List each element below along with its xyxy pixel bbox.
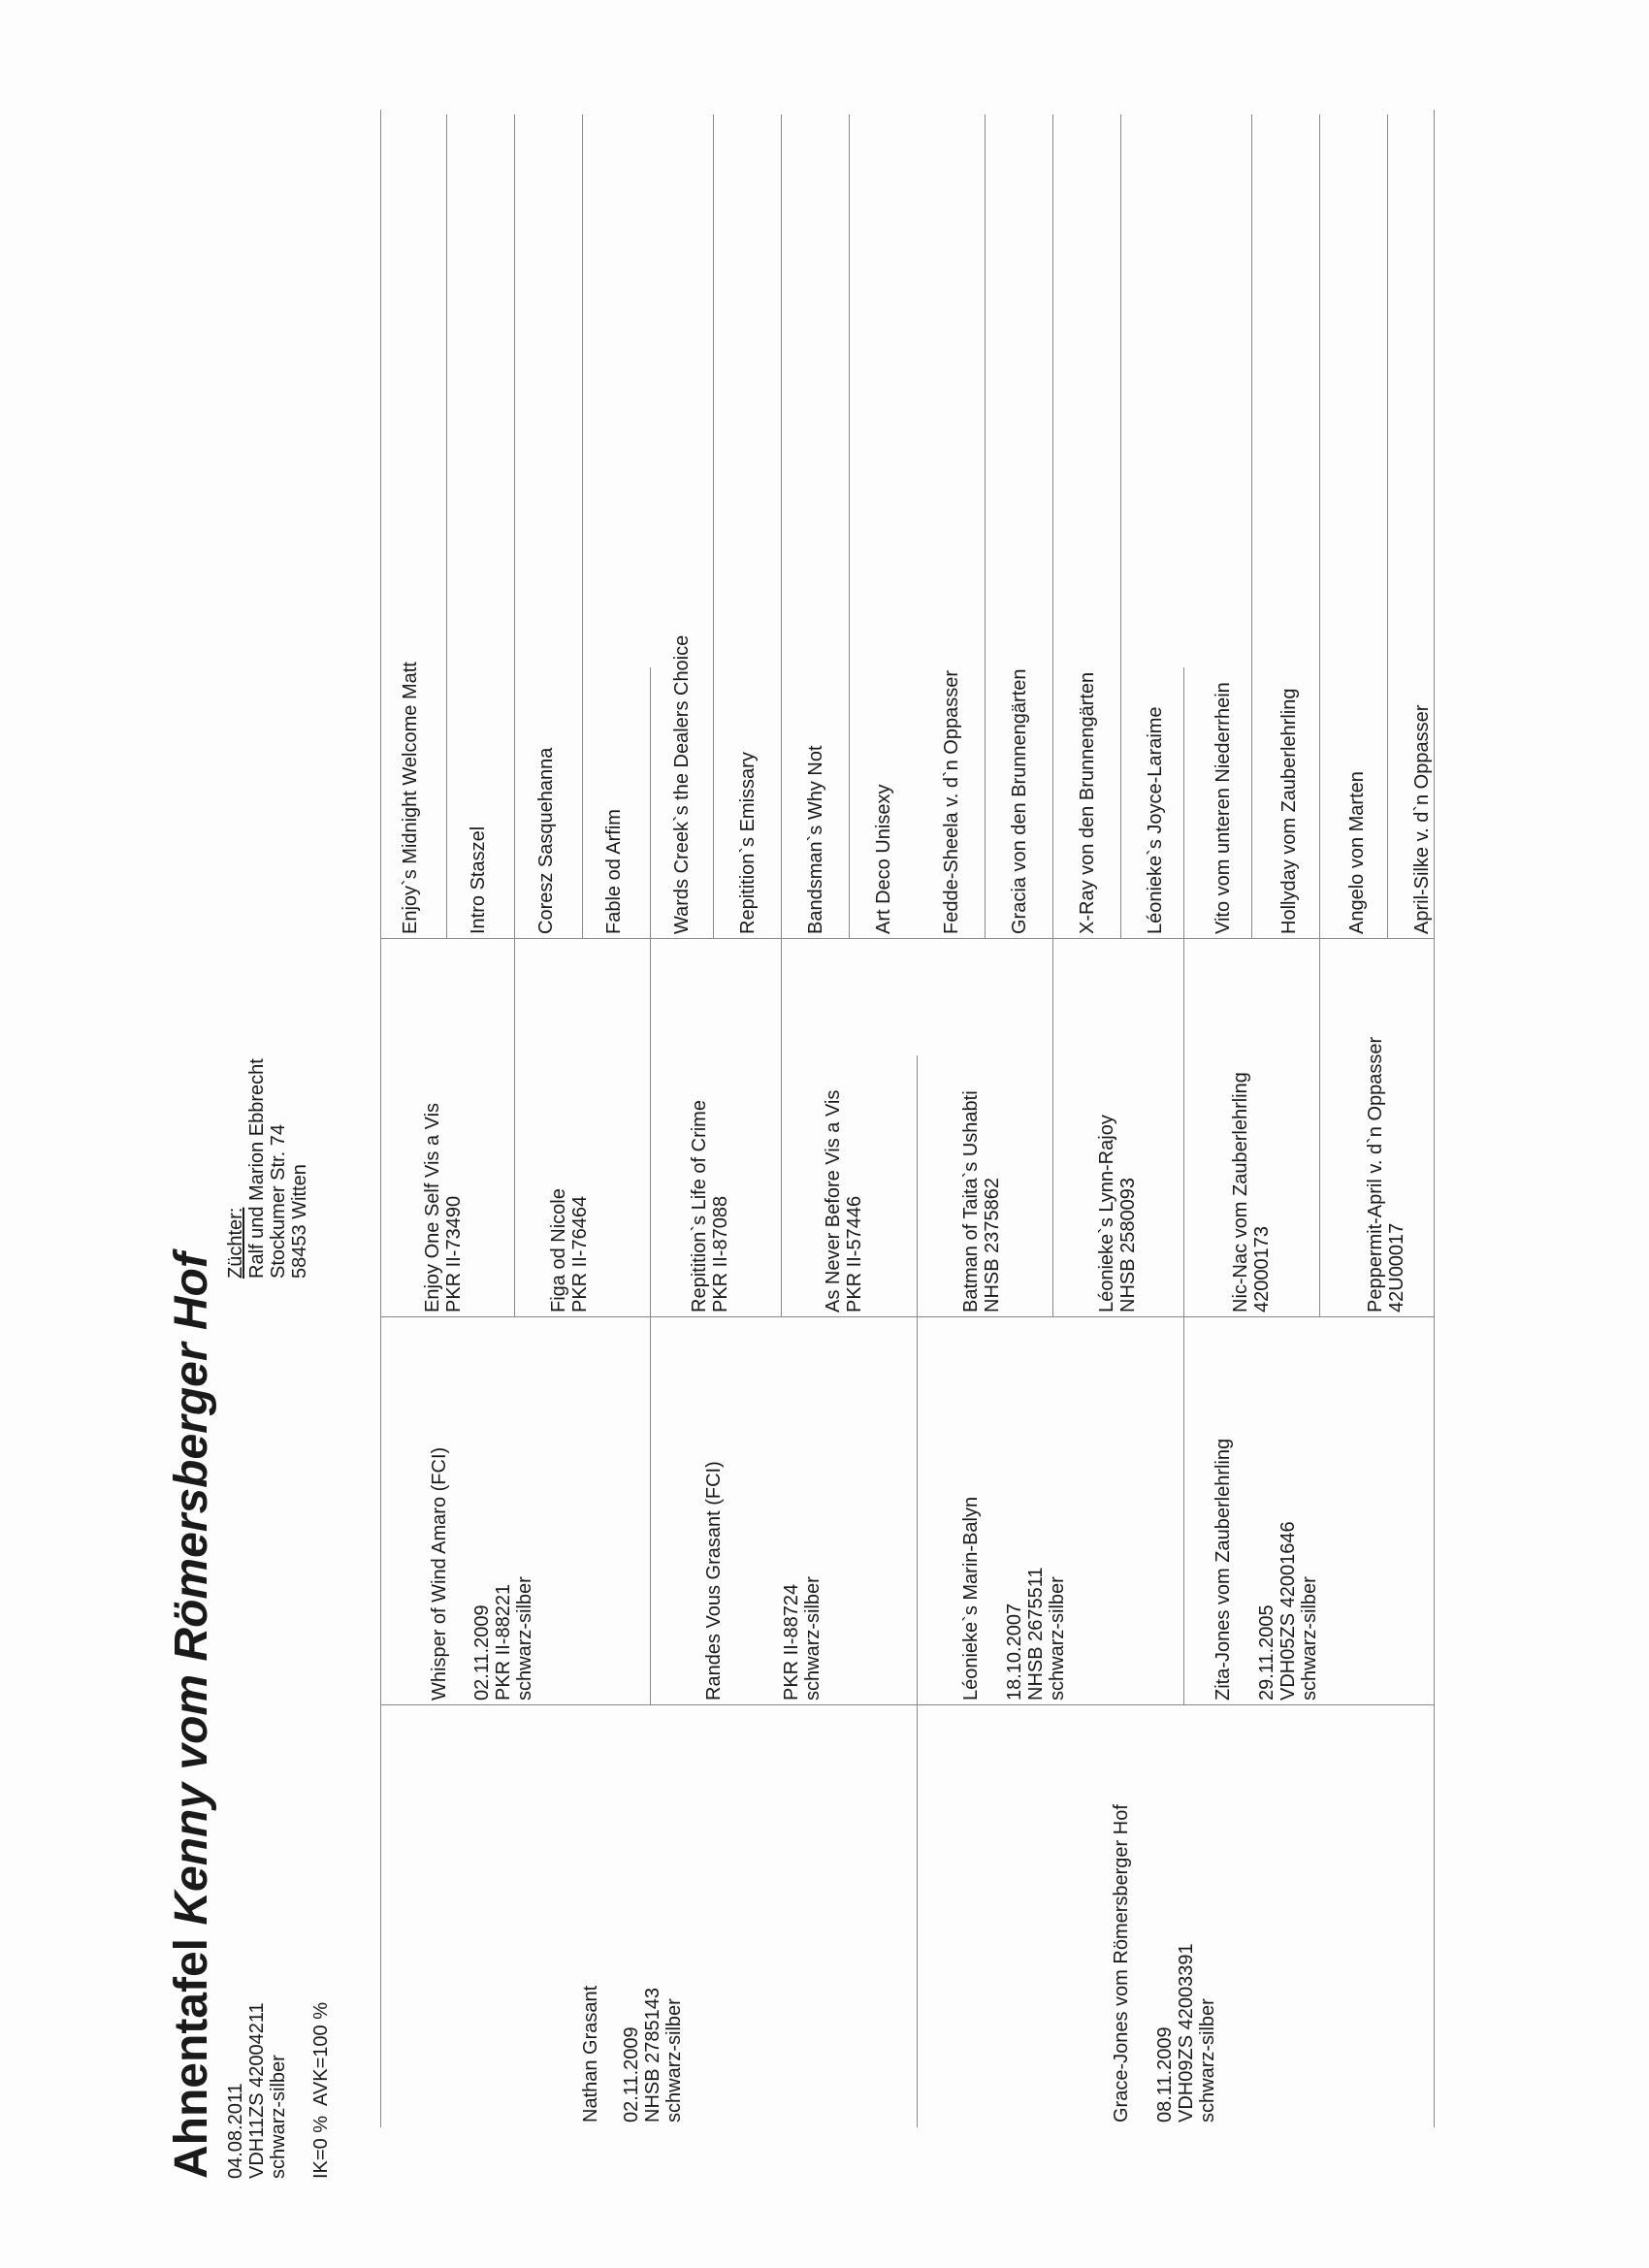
ancestor-gen4: X-Ray von den Brunnengärten (1077, 671, 1098, 934)
ancestor-gen4: Repitition`s Emissary (737, 752, 759, 934)
gen4-divider-1 (446, 114, 447, 939)
ancestor-gen4: Vito vom unteren Niederrhein (1212, 682, 1234, 934)
page-title (165, 1252, 219, 2179)
grandparent-details: 02.11.2009 PKR II-88221 schwarz-silber (471, 1576, 535, 1701)
gen3-divider-5 (1052, 114, 1053, 1317)
great-grandparent-reg: 42000173 (1251, 1226, 1273, 1312)
great-grandparent-name: Batman of Taita`s Ushabti (960, 1090, 982, 1312)
great-grandparent-name: Figa od Nicole (548, 1188, 569, 1312)
ancestor-gen4: Léonieke`s Joyce-Laraime (1145, 706, 1166, 934)
ancestor-gen4: Enjoy`s Midnight Welcome Matt (400, 662, 421, 934)
breeder-street: Stockumer Str. 74 (268, 1124, 289, 1279)
dog-color: schwarz-silber (268, 2055, 289, 2179)
grandparent-details: 29.11.2005 VDH05ZS 42001646 schwarz-silber (1256, 1521, 1320, 1701)
ancestor-gen4: Bandsman`s Why Not (805, 745, 826, 934)
gen4-divider-7 (849, 114, 850, 939)
gen2-divider-3 (1183, 667, 1184, 1705)
table-top-border (380, 110, 381, 2127)
ancestor-gen4: April-Silke v. d`n Oppasser (1411, 704, 1433, 934)
great-grandparent-name: Léonieke`s Lynn-Rajoy (1096, 1115, 1117, 1312)
gen4-divider-15 (1387, 114, 1388, 939)
dog-name: Kenny vom Römersberger Hof (166, 1252, 217, 1926)
ancestor-gen4: Angelo von Marten (1346, 771, 1368, 934)
ancestor-gen4: Fable od Arfim (603, 809, 625, 934)
great-grandparent-reg: PKR II-76464 (569, 1195, 591, 1312)
sire-details: 02.11.2009 NHSB 2785143 schwarz-silber (621, 1988, 685, 2122)
gen3-column-border (380, 1316, 1434, 1317)
great-grandparent-reg: PKR II-73490 (443, 1195, 465, 1312)
breeder-label: Züchter: (225, 1207, 246, 1279)
ancestor-gen4: Intro Staszel (468, 826, 489, 934)
title-prefix: Ahnentafel (166, 1937, 217, 2179)
grandparent-name: Léonieke`s Marin-Balyn (960, 1496, 982, 1701)
gen3-divider-1 (514, 114, 515, 1317)
gen3-divider-3 (781, 114, 782, 1317)
ancestor-gen4: Coresz Sasquehanna (535, 747, 557, 934)
gen4-divider-11 (1120, 114, 1121, 939)
ancestor-gen4: Hollyday vom Zauberlehrling (1278, 688, 1300, 934)
ancestor-gen4: Art Deco Unisexy (873, 784, 894, 934)
great-grandparent-name: Nic-Nac vom Zauberlehrling (1230, 1072, 1251, 1312)
gen1-divider (917, 1055, 918, 2127)
great-grandparent-reg: PKR II-87088 (710, 1195, 731, 1312)
gen2-column-border (380, 1704, 1434, 1705)
dog-dob: 04.08.2011 (225, 2083, 246, 2179)
gen2-divider-1 (650, 667, 651, 1705)
grandparent-name: Zita-Jones vom Zauberlehrling (1212, 1438, 1234, 1701)
great-grandparent-reg: PKR II-57446 (844, 1195, 865, 1312)
great-grandparent-name: As Never Before Vis a Vis (823, 1089, 844, 1312)
great-grandparent-name: Repitition`s Life of Crime (689, 1100, 710, 1312)
gen4-divider-13 (1251, 114, 1252, 939)
grandparent-name: Randes Vous Grasant (FCI) (703, 1461, 725, 1701)
ik-avk-values: IK=0 % AVK=100 % (310, 2002, 332, 2179)
grandparent-details: 18.10.2007 NHSB 2675511 schwarz-silber (1004, 1567, 1068, 1701)
great-grandparent-reg: 42U00017 (1386, 1222, 1407, 1312)
gen4-divider-9 (985, 114, 986, 939)
ancestor-gen4: Fedde-Sheela v. d`n Oppasser (941, 669, 962, 934)
gen4-divider-5 (713, 114, 714, 939)
ancestor-gen4: Wards Creek`s the Dealers Choice (671, 634, 693, 934)
great-grandparent-name: Enjoy One Self Vis a Vis (422, 1102, 443, 1312)
ancestor-gen4: Gracia von den Brunnengärten (1009, 668, 1030, 934)
breeder-name: Ralf und Marion Ebbrecht (246, 1058, 268, 1279)
breeder-city: 58453 Witten (289, 1164, 310, 1279)
dam-name: Grace-Jones vom Römersberger Hof (1111, 1804, 1132, 2122)
dam-details: 08.11.2009 VDH09ZS 42003391 schwarz-silber (1154, 1943, 1218, 2122)
great-grandparent-reg: NHSB 2375862 (982, 1178, 1003, 1312)
gen4-column-border (380, 938, 1434, 939)
grandparent-name: Whisper of Wind Amaro (FCI) (429, 1446, 450, 1701)
table-bottom-border (1434, 110, 1435, 2127)
gen3-divider-7 (1319, 114, 1320, 1317)
great-grandparent-name: Peppermit-April v. d`n Oppasser (1365, 1036, 1386, 1312)
grandparent-details: PKR II-88724 schwarz-silber (781, 1576, 824, 1701)
great-grandparent-reg: NHSB 2580093 (1117, 1178, 1139, 1312)
sire-name: Nathan Grasant (580, 1985, 601, 2122)
gen4-divider-3 (582, 114, 583, 939)
dog-registration: VDH11ZS 42004211 (246, 2002, 268, 2179)
